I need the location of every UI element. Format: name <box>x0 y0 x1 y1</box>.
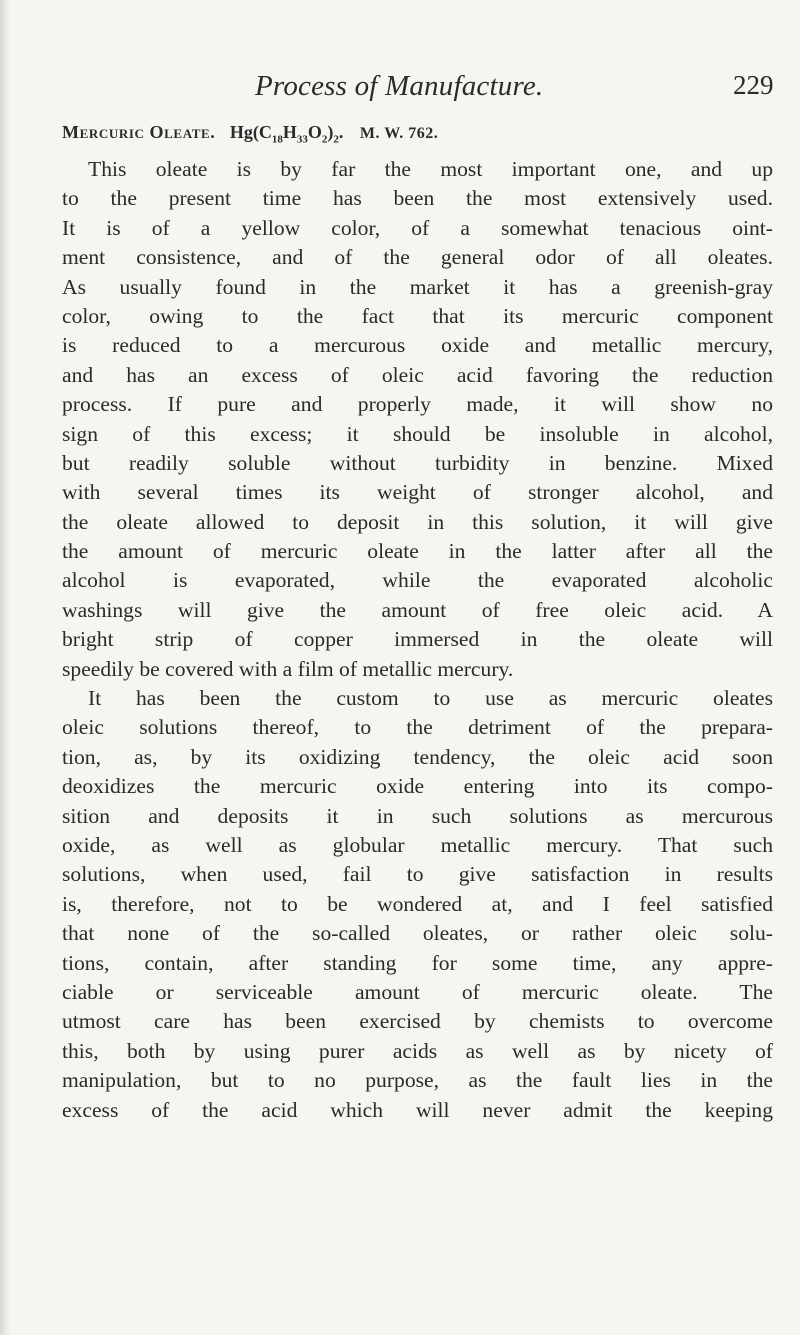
formula-part: . <box>338 122 344 142</box>
text-line: washings will give the amount of free oleic acid. A <box>62 597 773 622</box>
body-text <box>62 155 773 1125</box>
formula-subscript: 33 <box>296 133 308 146</box>
text-line: process. If pure and properly made, it will show no <box>62 392 773 417</box>
running-title: Process of Manufacture. <box>255 70 544 102</box>
text-line: the oleate allowed to deposit in this solution, it will give <box>62 509 773 534</box>
page-number: 229 <box>733 70 774 100</box>
molecular-weight: M. W. 762. <box>359 125 439 142</box>
text-line: that none of the so-called oleates, or rather oleic solu- <box>62 921 773 946</box>
text-line: oleic solutions thereof, to the detriment of the prepara- <box>62 715 773 740</box>
scan-shadow <box>0 0 10 1335</box>
formula-subscript: 2 <box>321 133 328 146</box>
text-line: but readily soluble without turbidity in benzine. Mixed <box>62 450 773 475</box>
text-line: ment consistence, and of the general odor of all oleates. <box>62 245 773 270</box>
text-line: sition and deposits it in such solutions as mercurous <box>62 803 773 828</box>
text-line: It has been the custom to use as mercuric oleates <box>88 686 773 711</box>
text-line: to the present time has been the most extensively used. <box>62 186 773 211</box>
text-line: is reduced to a mercurous oxide and metallic mercury, <box>62 333 773 358</box>
text-line: ciable or serviceable amount of mercuric oleate. The <box>62 979 773 1004</box>
text-line: tions, contain, after standing for some time, any appre- <box>62 950 773 975</box>
formula-part: Hg(C <box>229 122 272 142</box>
text-line: this, both by using purer acids as well as by nicety of <box>62 1038 773 1063</box>
formula-subscript: 2 <box>333 133 339 146</box>
text-line: This oleate is by far the most important one, and up <box>88 157 773 181</box>
running-header <box>0 70 800 110</box>
text-line: oxide, as well as globular metallic mercury. That such <box>62 832 773 857</box>
text-line: solutions, when used, fail to give satisfaction in results <box>62 862 773 887</box>
text-line: speedily be covered with a film of metallic mercury. <box>62 656 514 681</box>
chemical-formula <box>229 122 344 146</box>
text-line: and has an excess of oleic acid favoring the reduction <box>62 362 773 387</box>
text-line: manipulation, but to no purpose, as the fault lies in the <box>62 1068 773 1093</box>
text-line: the amount of mercuric oleate in the latter after all the <box>62 539 773 564</box>
text-line: tion, as, by its oxidizing tendency, the oleic acid soon <box>62 744 773 769</box>
text-line: It is of a yellow color, of a somewhat tenacious oint- <box>62 215 773 240</box>
text-line: As usually found in the market it has a greenish-gray <box>62 274 773 299</box>
paragraph-2 <box>62 684 773 1125</box>
text-line: with several times its weight of stronger alcohol, and <box>62 480 773 505</box>
text-line: bright strip of copper immersed in the oleate will <box>62 627 773 652</box>
formula-part: H <box>282 122 297 142</box>
formula-part: ) <box>327 122 334 142</box>
text-line: deoxidizes the mercuric oxide entering into its compo- <box>62 774 773 799</box>
compound-name: Mercuric Oleate. <box>62 122 216 142</box>
text-line: color, owing to the fact that its mercuric component <box>62 303 773 328</box>
text-line: alcohol is evaporated, while the evaporated alcoholic <box>62 568 773 593</box>
formula-part: O <box>307 122 322 142</box>
text-line: excess of the acid which will never admit the keeping <box>62 1097 773 1122</box>
text-line: utmost care has been exercised by chemists to overcome <box>62 1009 773 1034</box>
paragraph-1 <box>62 155 773 684</box>
section-heading <box>62 122 762 146</box>
formula-subscript: 18 <box>271 133 283 146</box>
text-line: sign of this excess; it should be insoluble in alcohol, <box>62 421 773 446</box>
text-line: is, therefore, not to be wondered at, and I feel satisfied <box>62 891 773 916</box>
